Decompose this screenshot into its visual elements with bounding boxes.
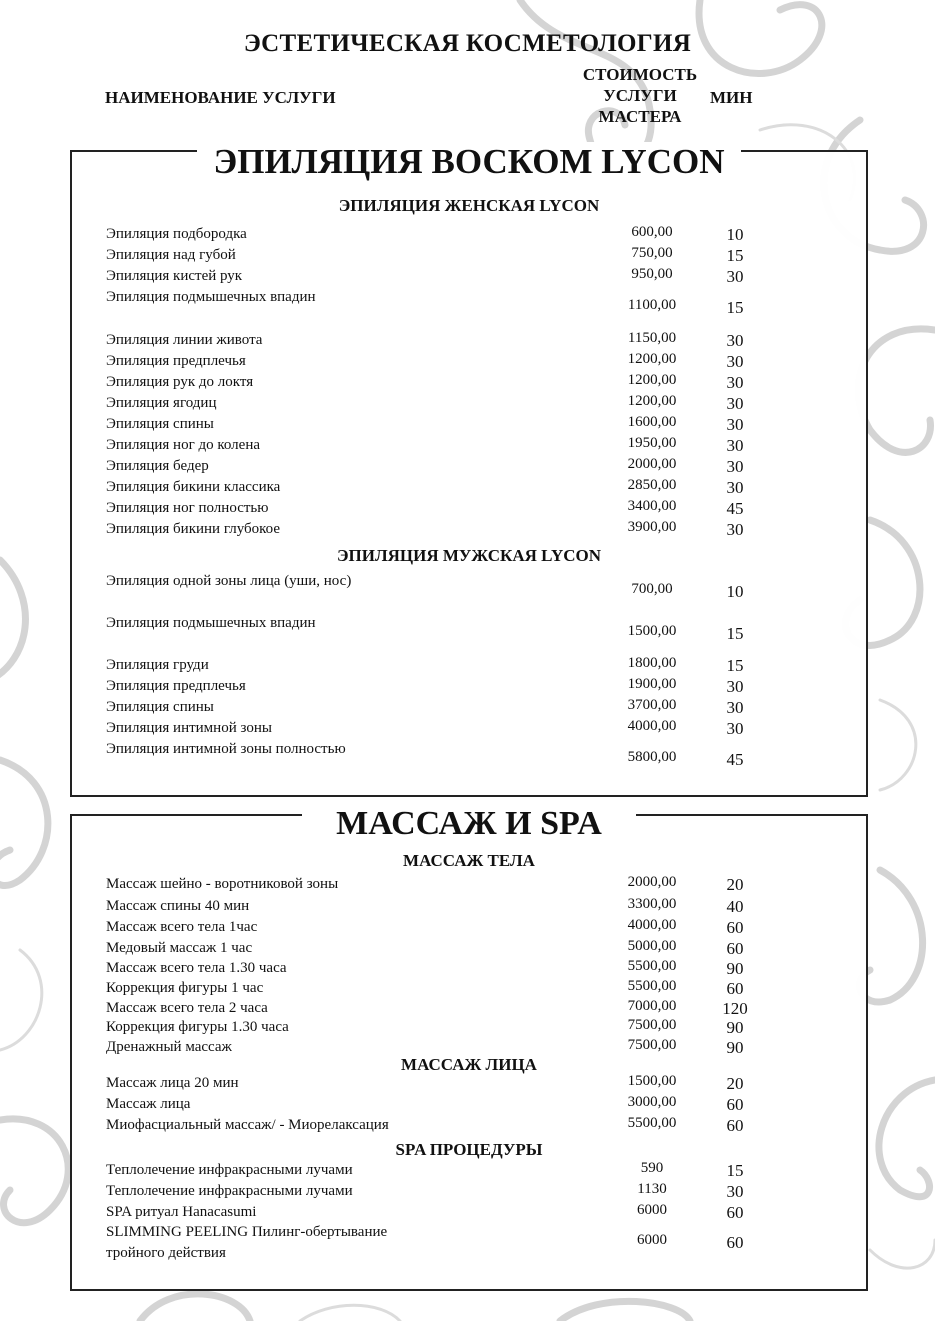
service-minutes: 15 <box>726 246 744 265</box>
service-minutes: 30 <box>726 478 744 497</box>
service-price: 1200,00 <box>627 351 677 367</box>
service-name: Эпиляция над губой <box>106 247 236 263</box>
service-price: 2000,00 <box>627 456 677 472</box>
service-name: Дренажный массаж <box>106 1039 232 1055</box>
service-minutes: 60 <box>726 1233 744 1252</box>
service-price: 3700,00 <box>627 697 677 713</box>
service-name: Эпиляция ног до колена <box>106 437 261 453</box>
service-name: Массаж всего тела 1час <box>106 919 258 935</box>
service-minutes: 40 <box>726 897 744 916</box>
service-price: 1150,00 <box>627 330 677 346</box>
service-price: 7500,00 <box>627 1037 677 1053</box>
service-minutes: 60 <box>726 979 744 998</box>
service-name: Медовый массаж 1 час <box>106 940 253 956</box>
service-name: Теплолечение инфракрасными лучами <box>106 1162 353 1178</box>
service-name: Эпиляция интимной зоны полностью <box>106 741 346 757</box>
service-name: Коррекция фигуры 1 час <box>106 980 264 996</box>
service-price: 5000,00 <box>627 938 677 954</box>
service-price: 590 <box>640 1160 664 1176</box>
subsection-title-male: ЭПИЛЯЦИЯ МУЖСКАЯ LYCON <box>336 546 602 565</box>
service-minutes: 30 <box>726 698 744 717</box>
service-price: 1600,00 <box>627 414 677 430</box>
service-name: Эпиляция бедер <box>106 458 209 474</box>
service-name: Эпиляция ягодиц <box>106 395 217 411</box>
service-price: 1800,00 <box>627 655 677 671</box>
service-price: 1130 <box>637 1181 667 1197</box>
service-price: 1950,00 <box>627 435 677 451</box>
service-name: Эпиляция бикини классика <box>106 479 281 495</box>
service-minutes: 30 <box>726 331 744 350</box>
service-minutes: 30 <box>726 267 744 286</box>
service-minutes: 15 <box>726 1161 744 1180</box>
service-price: 1200,00 <box>627 393 677 409</box>
service-price: 3300,00 <box>627 896 677 912</box>
service-name: Массаж всего тела 1.30 часа <box>106 960 287 976</box>
service-price: 3400,00 <box>627 498 677 514</box>
service-price: 1100,00 <box>627 297 677 313</box>
service-minutes: 90 <box>726 1038 744 1057</box>
service-minutes: 60 <box>726 939 744 958</box>
page-title: ЭСТЕТИЧЕСКАЯ КОСМЕТОЛОГИЯ <box>243 30 692 57</box>
service-name: Эпиляция подбородка <box>106 226 247 242</box>
service-price: 2850,00 <box>627 477 677 493</box>
service-minutes: 30 <box>726 520 744 539</box>
service-minutes: 30 <box>726 1182 744 1201</box>
service-minutes: 15 <box>726 656 744 675</box>
subsection-title-body-massage: МАССАЖ ТЕЛА <box>403 851 535 870</box>
section-wax-epilation <box>70 142 868 797</box>
service-minutes: 60 <box>726 918 744 937</box>
service-price: 1200,00 <box>627 372 677 388</box>
service-name: Миофасциальный массаж/ - Миорелаксация <box>106 1117 389 1133</box>
service-price: 1900,00 <box>627 676 677 692</box>
subsection-title-spa-procedures: SPA ПРОЦЕДУРЫ <box>395 1140 543 1159</box>
service-minutes: 15 <box>726 624 744 643</box>
service-price: 3000,00 <box>627 1094 677 1110</box>
column-header-cost: СТОИМОСТЬ УСЛУГИ МАСТЕРА <box>582 65 698 126</box>
service-name: Эпиляция бикини глубокое <box>106 521 281 537</box>
service-name: Коррекция фигуры 1.30 часа <box>106 1019 289 1035</box>
service-name: Массаж лица <box>106 1096 191 1112</box>
service-price: 5500,00 <box>627 978 677 994</box>
service-minutes: 60 <box>726 1095 744 1114</box>
service-price: 5500,00 <box>627 1115 677 1131</box>
service-price: 700,00 <box>631 581 673 597</box>
service-minutes: 45 <box>726 750 744 769</box>
service-minutes: 30 <box>726 394 744 413</box>
service-name: Эпиляция спины <box>106 416 214 432</box>
service-name: Эпиляция подмышечных впадин <box>106 615 316 631</box>
service-minutes: 30 <box>726 352 744 371</box>
service-name: Эпиляция кистей рук <box>106 268 243 284</box>
service-name: SPA ритуал Hanacasumi <box>106 1204 257 1220</box>
service-price: 4000,00 <box>627 718 677 734</box>
service-price: 7500,00 <box>627 1017 677 1033</box>
service-name: Массаж шейно - воротниковой зоны <box>106 876 339 892</box>
service-price: 1500,00 <box>627 623 677 639</box>
service-name: Эпиляция спины <box>106 699 214 715</box>
service-name: Эпиляция линии живота <box>106 332 263 348</box>
service-minutes: 120 <box>722 999 748 1018</box>
subsection-title-face-massage: МАССАЖ ЛИЦА <box>401 1055 537 1074</box>
service-name: Массаж лица 20 мин <box>106 1075 239 1091</box>
service-name: Эпиляция предплечья <box>106 678 246 694</box>
service-minutes: 20 <box>726 1074 744 1093</box>
service-price: 3900,00 <box>627 519 677 535</box>
service-price: 5800,00 <box>627 749 677 765</box>
service-minutes: 30 <box>726 457 744 476</box>
service-minutes: 20 <box>726 875 744 894</box>
column-header-min: МИН <box>710 88 753 107</box>
service-minutes: 15 <box>726 298 744 317</box>
service-minutes: 30 <box>726 415 744 434</box>
service-price: 600,00 <box>631 224 673 240</box>
service-minutes: 90 <box>726 959 744 978</box>
service-name: Эпиляция рук до локтя <box>106 374 254 390</box>
service-price: 4000,00 <box>627 917 677 933</box>
service-minutes: 30 <box>726 373 744 392</box>
service-minutes: 90 <box>726 1018 744 1037</box>
service-price: 1500,00 <box>627 1073 677 1089</box>
service-minutes: 10 <box>726 225 744 244</box>
service-price: 2000,00 <box>627 874 677 890</box>
section-massage-spa <box>70 805 868 1291</box>
service-minutes: 45 <box>726 499 744 518</box>
service-minutes: 30 <box>726 436 744 455</box>
service-name: Эпиляция одной зоны лица (уши, нос) <box>106 573 352 589</box>
service-minutes: 30 <box>726 677 744 696</box>
service-price: 6000 <box>637 1232 667 1248</box>
service-name: Теплолечение инфракрасными лучами <box>106 1183 353 1199</box>
service-name: Массаж спины 40 мин <box>106 898 250 914</box>
service-name: Эпиляция предплечья <box>106 353 246 369</box>
service-name: Эпиляция интимной зоны <box>106 720 272 736</box>
service-name: Эпиляция ног полностью <box>106 500 269 516</box>
service-price: 5500,00 <box>627 958 677 974</box>
section-title: ЭПИЛЯЦИЯ ВОСКОМ LYCON <box>72 142 866 182</box>
column-header-name: НАИМЕНОВАНИЕ УСЛУГИ <box>105 88 336 107</box>
subsection-title-female: ЭПИЛЯЦИЯ ЖЕНСКАЯ LYCON <box>338 196 600 215</box>
service-minutes: 60 <box>726 1203 744 1222</box>
service-minutes: 30 <box>726 719 744 738</box>
service-minutes: 60 <box>726 1116 744 1135</box>
section-title: МАССАЖ И SPA <box>72 805 866 843</box>
service-price: 750,00 <box>631 245 673 261</box>
service-name: Массаж всего тела 2 часа <box>106 1000 268 1016</box>
service-minutes: 10 <box>726 582 744 601</box>
service-price: 7000,00 <box>627 998 677 1014</box>
service-name: Эпиляция груди <box>106 657 209 673</box>
service-name: Эпиляция подмышечных впадин <box>106 289 316 305</box>
service-name: SLIMMING PEELING Пилинг-обертывание тройного действия <box>106 1224 388 1261</box>
service-price: 6000 <box>637 1202 667 1218</box>
service-price: 950,00 <box>631 266 673 282</box>
